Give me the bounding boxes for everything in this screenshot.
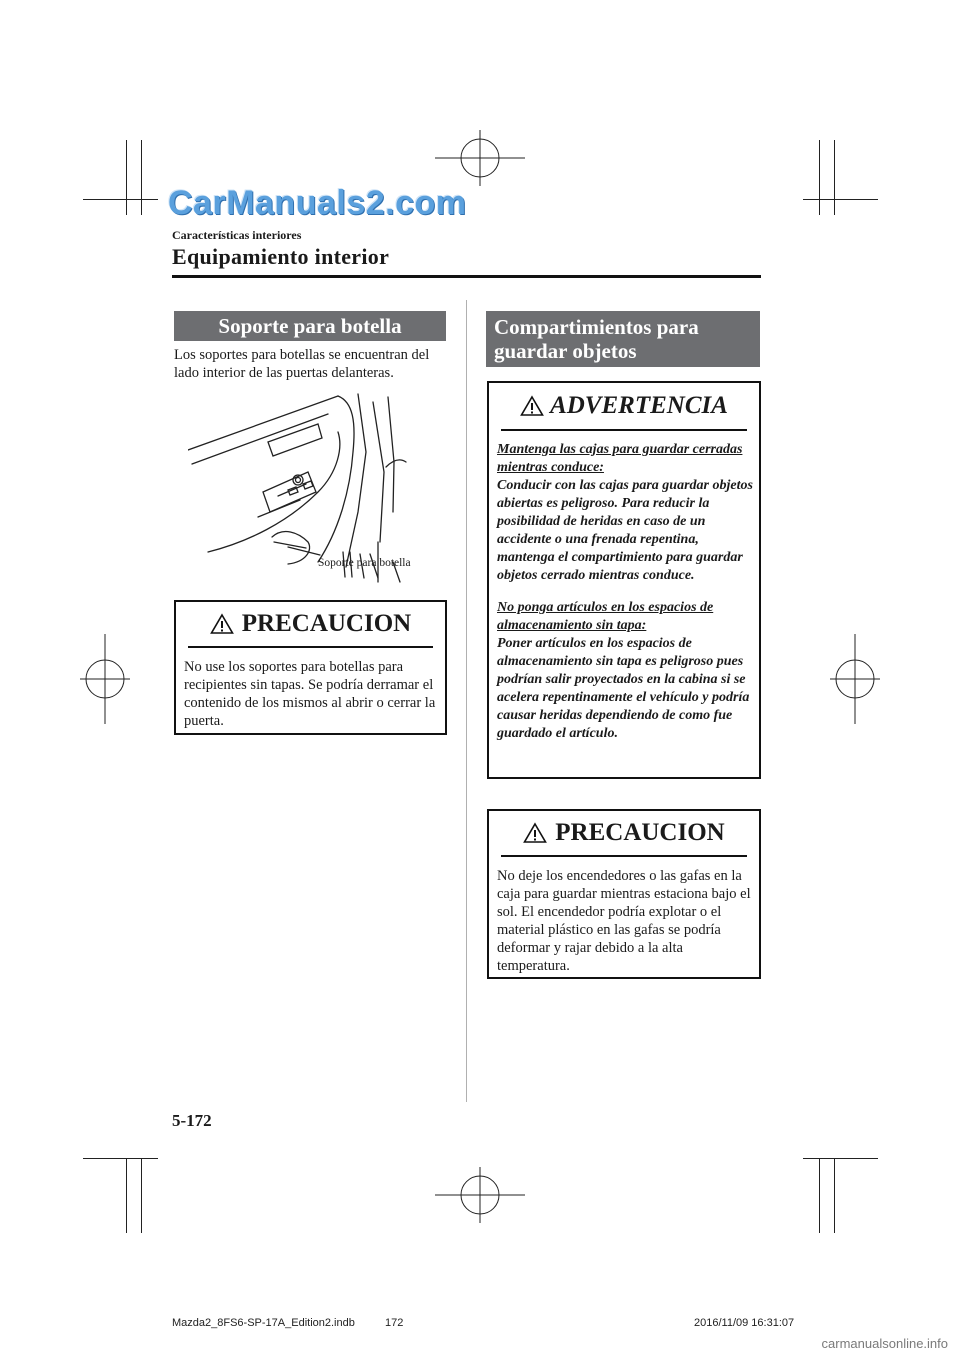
warning-box: [487, 381, 761, 779]
section-title-storage: [486, 311, 760, 367]
section-label: Características interiores: [172, 228, 302, 242]
site-watermark: CarManuals2.com: [168, 184, 467, 222]
warning-text-2: Poner artículos en los espacios de almacenamiento sin tapa es peligroso pues podrían salir proyectados en la cabina si se acelera repentinamente el vehículo y podría causar heridas dependiendo de como fue guardado el artículo.: [497, 635, 750, 741]
warning-text-1: Conducir con las cajas para guardar objetos abiertas es peligroso. Para reducir la posibilidad de heridas en caso de un accidente o una frenada repentina, mantenga el compartimiento para guardar objetos cerrado mientras conduce.: [497, 477, 753, 583]
footer-page: 172: [385, 1317, 404, 1329]
warning-subtitle-1: Mantenga las cajas para guardar cerradas mientras conduce:: [497, 441, 743, 475]
warning-triangle-icon: [523, 822, 547, 844]
caution-box-left: [174, 600, 447, 735]
bottom-watermark: carmanualsonline.info: [821, 1336, 948, 1351]
footer-datetime: 2016/11/09 16:31:07: [694, 1317, 795, 1329]
page-number: 5-172: [172, 1111, 212, 1130]
warning-body: [489, 431, 759, 743]
caution-heading-right: PRECAUCION: [555, 819, 725, 846]
chapter-title: Equipamiento interior: [172, 244, 390, 269]
caution-heading-left: PRECAUCION: [241, 610, 412, 637]
caution-header-left: [176, 602, 445, 646]
storage-title-line1: Compartimientos para: [494, 315, 699, 339]
warning-heading: ADVERTENCIA: [550, 392, 728, 419]
figure-callout-label: Soporte para botella: [318, 557, 411, 569]
storage-title-line2: guardar objetos: [494, 339, 637, 363]
warning-subtitle-2: No ponga artículos en los espacios de almacenamiento sin tapa:: [497, 599, 714, 633]
header-rule: [172, 275, 761, 278]
bottle-holder-intro: Los soportes para botellas se encuentran del lado interior de las puertas delanteras.: [174, 347, 430, 381]
caution-text-right: No deje los encendedores o las gafas en la caja para guardar mientras estaciona bajo el sol. El encendedor podría explotar o el material plástico en las gafas se podría deformar y rajar debido a la alta temperatura.: [497, 867, 751, 974]
warning-triangle-icon: [520, 395, 544, 417]
caution-box-right: [487, 809, 761, 979]
column-divider: [466, 300, 467, 1102]
warning-triangle-icon: [210, 613, 234, 635]
caution-header-right: [489, 811, 759, 855]
warning-header: [489, 383, 759, 429]
section-title-bottle-holder: Soporte para botella: [174, 311, 446, 341]
footer-file: Mazda2_8FS6-SP-17A_Edition2.indb: [172, 1317, 355, 1329]
caution-text-left: No use los soportes para botellas para recipientes sin tapas. Se podría derramar el contenido de los mismos al abrir o cerrar la puerta.: [184, 658, 436, 729]
